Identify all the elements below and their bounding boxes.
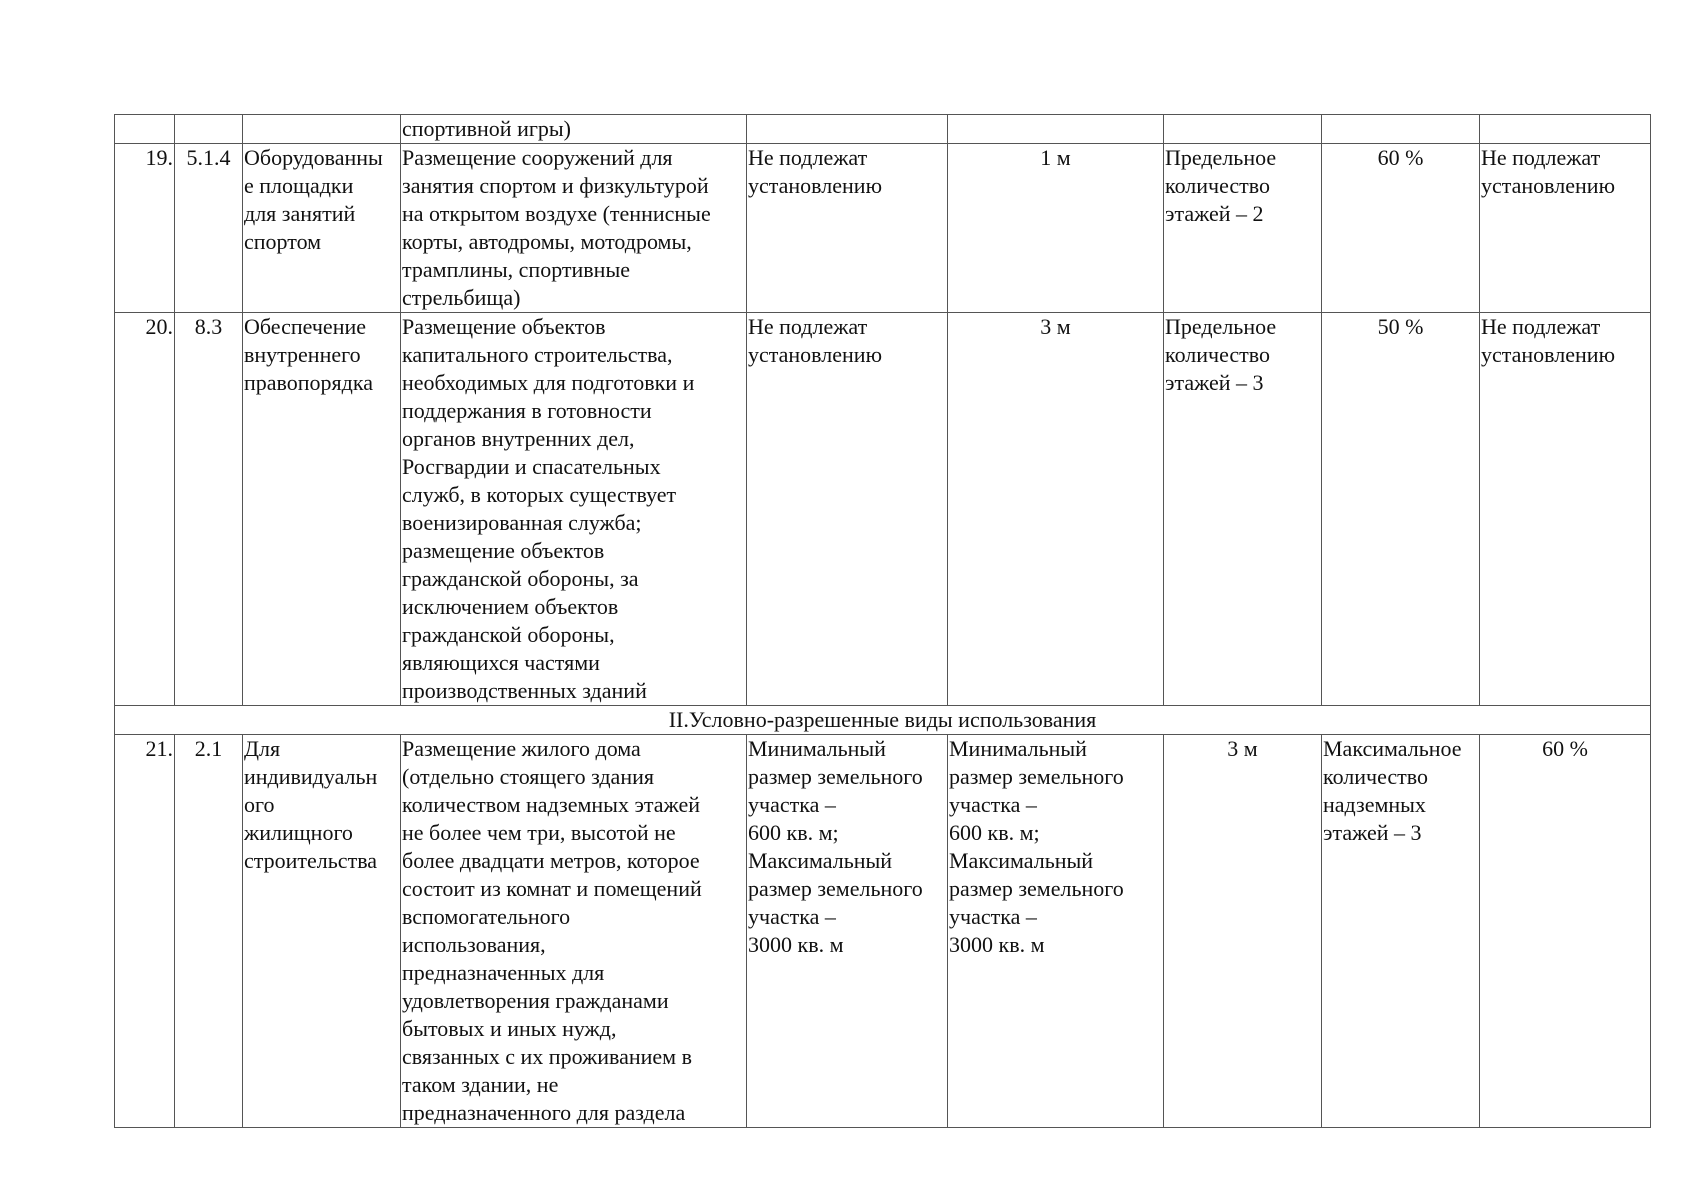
cell-col9: Не подлежат установлению: [1480, 144, 1651, 313]
cell-col5: Не подлежат установлению: [747, 144, 948, 313]
cell-col6: 3 м: [948, 313, 1164, 706]
cell-code: [175, 115, 243, 144]
cell-name: Обеспечение внутреннего правопорядка: [243, 313, 401, 706]
cell-number: [115, 115, 175, 144]
cell-col9: [1480, 115, 1651, 144]
cell-col5: Не подлежат установлению: [747, 313, 948, 706]
cell-number: 21.: [115, 735, 175, 1128]
cell-col7: 3 м: [1164, 735, 1322, 1128]
cell-number: 19.: [115, 144, 175, 313]
cell-col7: Предельное количество этажей – 3: [1164, 313, 1322, 706]
cell-name: [243, 115, 401, 144]
table-row-continuation: [115, 115, 1651, 144]
cell-code: 5.1.4: [175, 144, 243, 313]
cell-col8: 60 %: [1322, 144, 1480, 313]
table-row-20: [115, 313, 1651, 706]
cell-col9: 60 %: [1480, 735, 1651, 1128]
cell-description: Размещение жилого дома (отдельно стоящего здания количеством надземных этажей не более чем три, высотой не более двадцати метров, которое состоит из комнат и помещений вспомогательного использования, предназначенных для удовлетворения гражданами бытовых и иных нужд, связанных с их проживанием в таком здании, не предназначенного для раздела: [401, 735, 747, 1128]
cell-col8: Максимальное количество надземных этажей – 3: [1322, 735, 1480, 1128]
cell-col8: 50 %: [1322, 313, 1480, 706]
table-row-section-header: [115, 706, 1651, 735]
cell-col5: [747, 115, 948, 144]
cell-col8: [1322, 115, 1480, 144]
cell-description: Размещение объектов капитального строительства, необходимых для подготовки и поддержания в готовности органов внутренних дел, Росгвардии и спасательных служб, в которых существует военизированная служба; размещение объектов гражданской обороны, за исключением объектов гражданской обороны, являющихся частями производственных зданий: [401, 313, 747, 706]
cell-col7: [1164, 115, 1322, 144]
cell-name: Для индивидуальн ого жилищного строительства: [243, 735, 401, 1128]
table-row-19: [115, 144, 1651, 313]
cell-code: 2.1: [175, 735, 243, 1128]
cell-code: 8.3: [175, 313, 243, 706]
cell-description: Размещение сооружений для занятия спортом и физкультурой на открытом воздухе (теннисные корты, автодромы, мотодромы, трамплины, спортивные стрельбища): [401, 144, 747, 313]
cell-col6: Минимальный размер земельного участка – 600 кв. м; Максимальный размер земельного участка – 3000 кв. м: [948, 735, 1164, 1128]
zoning-regulations-table: [114, 114, 1651, 1128]
section-heading: II.Условно-разрешенные виды использования: [115, 706, 1651, 735]
cell-col7: Предельное количество этажей – 2: [1164, 144, 1322, 313]
table-row-21: [115, 735, 1651, 1128]
cell-col6: 1 м: [948, 144, 1164, 313]
cell-number: 20.: [115, 313, 175, 706]
cell-col5: Минимальный размер земельного участка – 600 кв. м; Максимальный размер земельного участка – 3000 кв. м: [747, 735, 948, 1128]
cell-description: спортивной игры): [401, 115, 747, 144]
cell-col6: [948, 115, 1164, 144]
cell-name: Оборудованны е площадки для занятий спортом: [243, 144, 401, 313]
cell-col9: Не подлежат установлению: [1480, 313, 1651, 706]
